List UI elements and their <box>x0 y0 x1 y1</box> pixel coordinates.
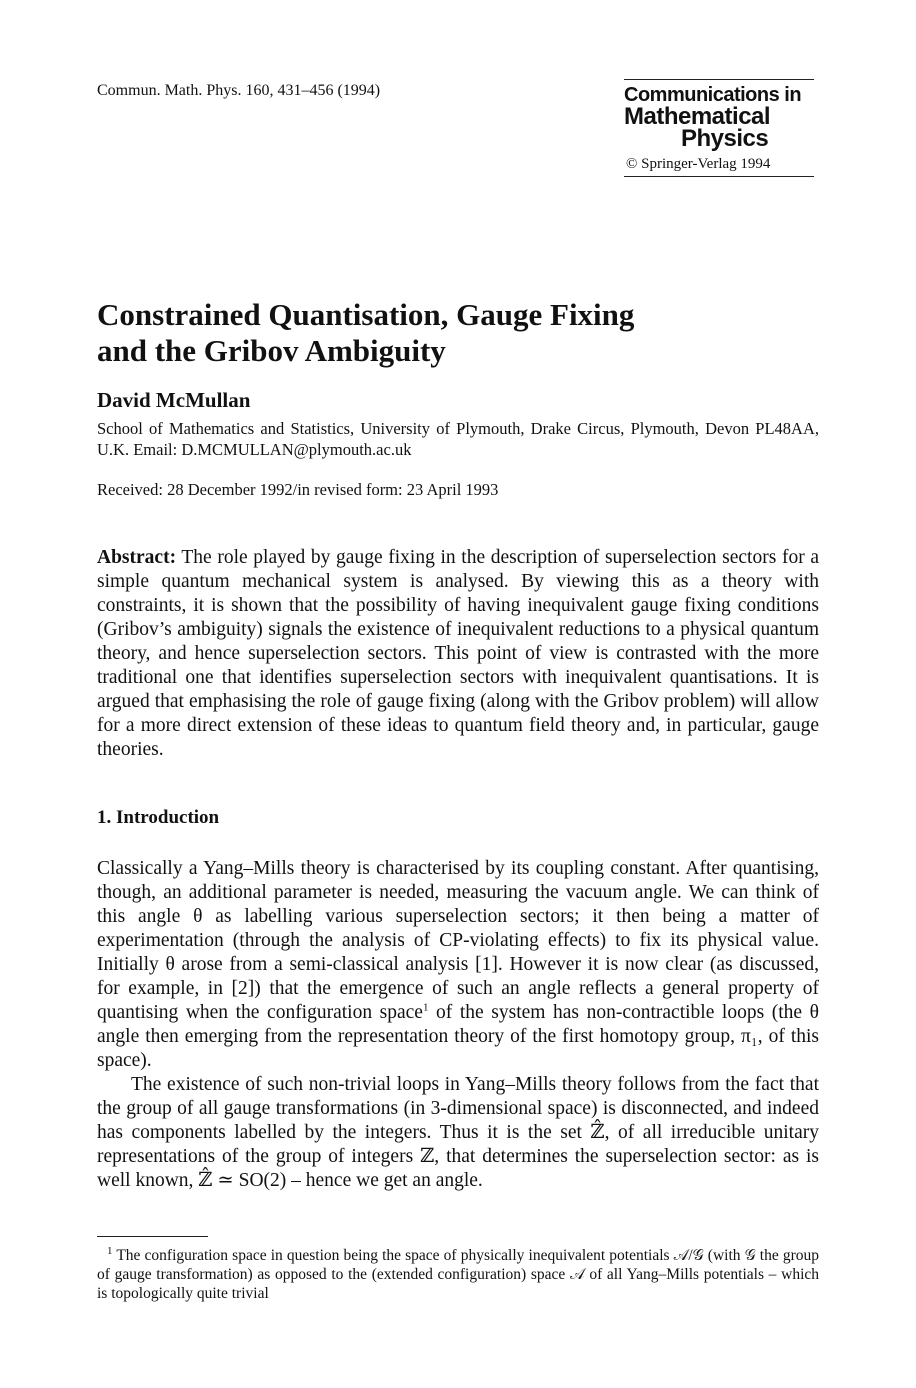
title-line-1: Constrained Quantisation, Gauge Fixing <box>97 297 635 332</box>
paragraph-2: The existence of such non-trivial loops in Yang–Mills theory follows from the fact that the group of all gauge transformations (in 3-dimensional space) is disconnected, and indeed has components labelled by the integers. Thus it is the set ℤ̂, of all irreducible unitary representations of the group of integers ℤ, that determines the superselection sector: as is well known, ℤ̂ ≃ SO(2) – hence we get an angle. <box>97 1074 819 1191</box>
author-affiliation: School of Mathematics and Statistics, University of Plymouth, Drake Circus, Plymouth, Devon PL48AA, U.K. Email: D.MCMULLAN@plymouth.ac.uk <box>97 419 819 459</box>
logo-bottom-rule <box>624 176 814 177</box>
footnote-text: The configuration space in question being the space of physically inequivalent potentials 𝒜/𝒢 (with 𝒢 the group of gauge transformation) as opposed to the (extended configuration) space 𝒜 of all Yang–Mills potentials – which is topologically quite trivial <box>97 1247 819 1302</box>
footnote-mark: 1 <box>107 1244 113 1257</box>
author-name: David McMullan <box>97 388 251 412</box>
footnote-rule <box>97 1236 208 1237</box>
received-dates: Received: 28 December 1992/in revised form: 23 April 1993 <box>97 480 499 499</box>
paragraph-1-part-a: Classically a Yang–Mills theory is characterised by its coupling constant. After quantising, though, an additional parameter is needed, measuring the vacuum angle. We can think of this angle θ as labelling various superselection sectors; it then being a matter of experimentation (through the analysis of CP-violating effects) to fix its physical value. Initially θ arose from a semi-classical analysis [1]. However it is now clear (as discussed, for example, in [2]) that the emergence of such an angle reflects a general property of quantising when the configuration space <box>97 858 819 1023</box>
footnote <box>97 1246 819 1303</box>
journal-citation: Commun. Math. Phys. 160, 431–456 (1994) <box>97 82 381 99</box>
footnote-ref: 1 <box>422 1001 429 1014</box>
section-heading: 1. Introduction <box>97 807 220 828</box>
abstract <box>97 546 819 762</box>
journal-name-line1: Communications in <box>624 84 802 106</box>
introduction-body <box>97 857 819 1193</box>
journal-logo <box>624 79 814 177</box>
journal-name-line3: Physics <box>681 125 769 152</box>
abstract-label: Abstract: <box>97 547 177 568</box>
journal-name-line2: Mathematical <box>624 103 771 130</box>
copyright-notice: © Springer-Verlag 1994 <box>626 156 771 172</box>
paragraph-1 <box>97 857 819 1073</box>
title-line-2: and the Gribov Ambiguity <box>97 333 446 368</box>
paragraph-1-part-b: of the system has non-contractible loops (the θ angle then emerging from the representation theory of the first homotopy group, π₁, of this space). <box>97 1002 819 1071</box>
abstract-text: The role played by gauge fixing in the description of superselection sectors for a simple quantum mechanical system is analysed. By viewing this as a theory with constraints, it is shown that the possibility of having inequivalent gauge fixing conditions (Gribov’s ambiguity) signals the existence of inequivalent reductions to a physical quantum theory, and hence superselection sectors. This point of view is contrasted with the more traditional one that identifies superselection sectors with inequivalent quantisations. It is argued that emphasising the role of gauge fixing (along with the Gribov problem) will allow for a more direct extension of these ideas to quantum field theory and, in particular, gauge theories. <box>97 547 819 760</box>
paper-title <box>97 297 634 369</box>
